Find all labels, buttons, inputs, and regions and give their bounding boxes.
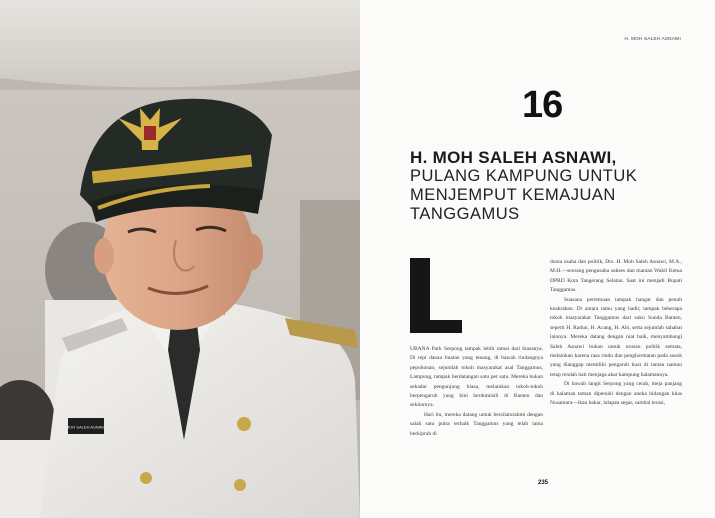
chapter-number: 16 — [522, 84, 563, 126]
title-subtitle-line: PULANG KAMPUNG UNTUK — [410, 167, 638, 185]
page-number: 235 — [538, 480, 549, 486]
text-page — [360, 0, 715, 518]
body-column-left — [410, 345, 543, 439]
name-tag-text: MOH SALEH ASNAWI — [65, 424, 107, 430]
title-name: H. MOH SALEH ASNAWI, — [410, 148, 617, 167]
body-column-right — [550, 258, 682, 409]
body-paragraph: Hari itu, mereka datang untuk bersilaturahmi dengan salah satu putra terbaik Tanggamus yang telah lama berkiprah di — [410, 411, 543, 437]
body-paragraph: Suasana pertemuan tampak hangat dan penuh keakraban. Di antara tamu yang hadir, tampak beberapa tokoh masyarakat Tanggamus dari suku Sunda Banten, seperti H. Radun, H. Acang, H. Abi, serta sejumlah sahabat lainnya. Mereka datang dengan niat baik, menyambangi Saleh Asnawi bukan untuk urusan politik semata, melainkan karena rasa rindu dan penghormatan pada sosok yang dianggap memiliki pengaruh kuat di rantau namun tetap rendah hati menjaga akar kampung halamannya. — [550, 296, 682, 378]
body-paragraph: UBANA Park Serpong tampak lebih ramai dari biasanya. Di tepi danau buatan yang tenang, di bawah rindangnya pepohonan, sejumlah tokoh masyarakat asal Tanggamus, Lampung, tampak berdatangan satu per satu. Mereka bukan sekadar pengunjung biasa, melainkan tokoh-tokoh berpengaruh yang kini berdomisili di Banten dan sekitarnya. — [410, 346, 543, 409]
chapter-title — [410, 148, 690, 224]
body-paragraph: Di bawah langit Serpong yang cerah, meja panjang di halaman taman dipenuhi dengan aneka hidangan khas Nusantara—ikan bakar, lalapan segar, sambal terasi, — [550, 381, 682, 407]
drop-cap-letter — [410, 258, 462, 333]
title-subtitle-line: MENJEMPUT KEMAJUAN — [410, 186, 616, 204]
running-head: H. MOH SALEH ASNAWI — [624, 36, 681, 41]
title-subtitle-line: TANGGAMUS — [410, 205, 520, 223]
body-paragraph: dunia usaha dan politik, Drs. H. Moh Saleh Asnawi, M.A., M.H.—seorang pengusaha sukses dan mantan Wakil Ketua DPRD Kota Tangerang Selatan. Saat ini menjadi Bupati Tanggamus. — [550, 259, 682, 294]
